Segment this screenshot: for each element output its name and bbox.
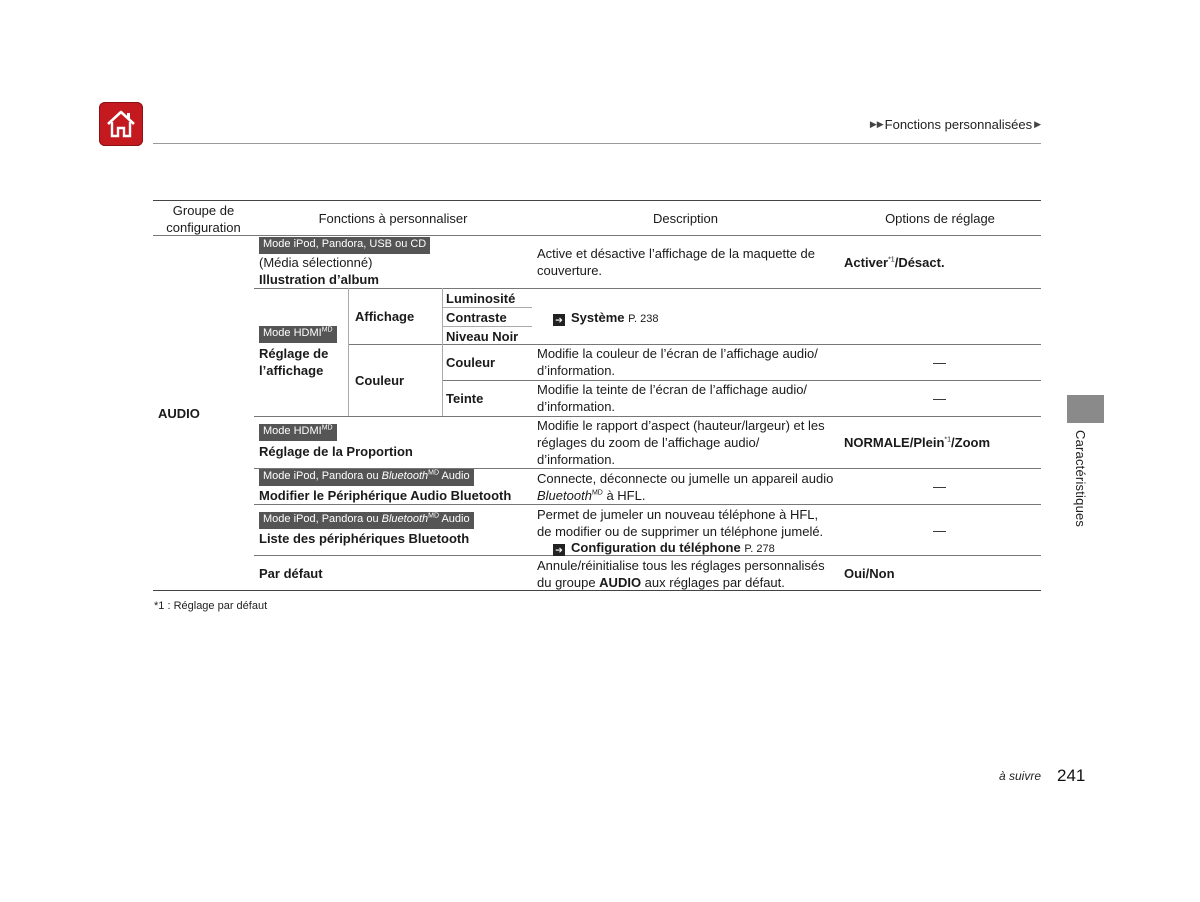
arrow-right-icon: ➔: [553, 314, 565, 326]
mode-tag: Mode iPod, Pandora ou Bluetooth$^{MD}$ Audio: [259, 469, 474, 486]
setting-options: —: [933, 391, 946, 406]
setting-description: Active et désactive l’affichage de la maquette de couverture.: [537, 246, 815, 278]
arrow-right-icon: ➔: [553, 544, 565, 556]
section-tab-label: Caractéristiques: [1073, 430, 1088, 528]
header-functions: Fonctions à personnaliser: [318, 211, 468, 226]
subgroup-affichage: Affichage: [355, 309, 415, 324]
header-options: Options de réglage: [885, 211, 995, 226]
setting-options: —: [933, 355, 946, 370]
setting-description: Modifie la couleur de l’écran de l’affichage audio/ d’information.: [537, 346, 818, 378]
group-label: AUDIO: [158, 406, 200, 421]
cross-reference-link[interactable]: ➔ Configuration du téléphone P. 278: [553, 539, 775, 558]
option-luminosite: Luminosité: [446, 291, 516, 306]
option-teinte: Teinte: [446, 391, 484, 406]
setting-description: Modifie le rapport d’aspect (hauteur/largeur) et les réglages du zoom de l’affichage audio/ d’information.: [537, 418, 825, 467]
header-divider: [153, 143, 1041, 144]
setting-options: Oui/Non: [844, 566, 895, 581]
setting-name: Réglage de la Proportion: [259, 444, 413, 459]
option-niveau-noir: Niveau Noir: [446, 329, 519, 344]
setting-description: Annule/réinitialise tous les réglages personnalisés du groupe AUDIO aux réglages par défaut.: [537, 558, 825, 590]
home-icon: [105, 109, 137, 139]
setting-description: Connecte, déconnecte ou jumelle un appareil audio Bluetooth$^{MD}$ à HFL.: [537, 471, 834, 503]
mode-tag: Mode iPod, Pandora, USB ou CD: [259, 237, 430, 254]
subgroup-couleur: Couleur: [355, 373, 405, 388]
option-contraste: Contraste: [446, 310, 507, 325]
setting-options: —: [933, 479, 946, 494]
setting-name: Modifier le Périphérique Audio Bluetooth: [259, 488, 512, 503]
setting-name: Liste des périphériques Bluetooth: [259, 531, 470, 546]
home-button[interactable]: [99, 102, 143, 146]
triangle-right-icon: ▶: [1034, 119, 1041, 129]
continue-label: à suivre: [999, 769, 1042, 783]
setting-name: Par défaut: [259, 566, 323, 581]
breadcrumb[interactable]: [870, 117, 1042, 132]
setting-subtitle: (Média sélectionné): [259, 255, 373, 270]
breadcrumb-label: Fonctions personnalisées: [884, 117, 1033, 132]
header-description: Description: [652, 211, 719, 226]
section-tab[interactable]: [1067, 395, 1104, 423]
option-couleur: Couleur: [446, 355, 496, 370]
setting-name: Réglage de l’affichage: [259, 346, 329, 378]
mode-tag: Mode $HDMI^{MD}$: [259, 326, 337, 343]
triangle-right-icon: ▶▶: [869, 119, 884, 129]
setting-options: Activer$^{*1}$/Désact.: [844, 255, 945, 270]
setting-name: Illustration d’album: [259, 272, 379, 287]
cross-reference-link[interactable]: ➔ Système P. 238: [553, 309, 659, 328]
mode-tag: Mode $HDMI^{MD}$: [259, 424, 337, 441]
page-number: 241: [1057, 766, 1086, 785]
setting-description: Permet de jumeler un nouveau téléphone à HFL, de modifier ou de supprimer un téléphone jumelé.: [537, 507, 824, 539]
setting-description: Modifie la teinte de l’écran de l’affichage audio/ d’information.: [537, 382, 808, 414]
footnote: *1 : Réglage par défaut: [154, 600, 268, 612]
setting-options: —: [933, 523, 946, 538]
setting-options: NORMALE/Plein$^{*1}$/Zoom: [844, 435, 991, 450]
header-group: Groupe de configuration: [166, 203, 241, 235]
mode-tag: Mode iPod, Pandora ou Bluetooth$^{MD}$ Audio: [259, 512, 474, 529]
